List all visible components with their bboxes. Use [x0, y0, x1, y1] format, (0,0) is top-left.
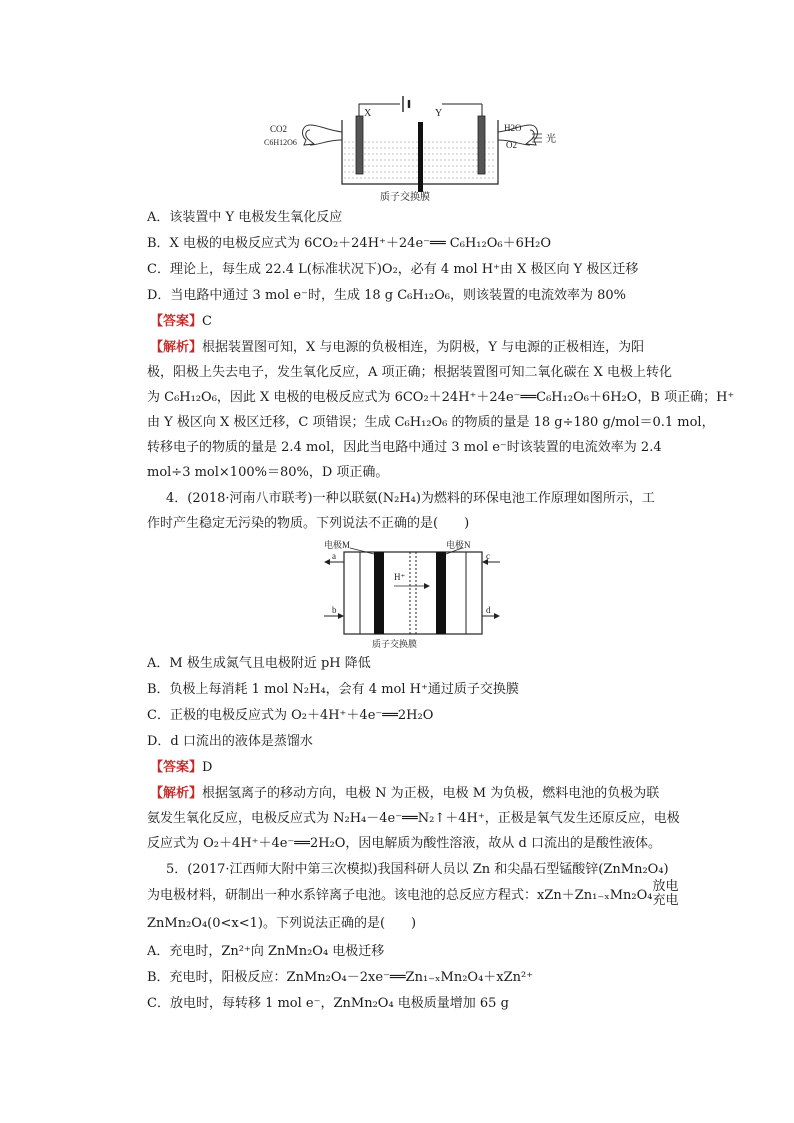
light-label: 光: [546, 134, 556, 145]
q4-analysis-line-1: [150, 784, 659, 804]
electrode-n-label: 电极N: [446, 540, 471, 550]
answer-value: D: [202, 760, 213, 775]
q3-analysis-line-3: 为 C₆H₁₂O₆，因此 X 电极的电极反应式为 6CO₂＋24H⁺＋24e⁻══C₆H₁₂O₆＋6H₂O，B 项正确；H⁺: [147, 390, 735, 405]
q5-option-c: C．放电时，每转移 1 mol e⁻，ZnMn₂O₄ 电极质量增加 65 g: [147, 996, 509, 1011]
electrode-x: [356, 116, 363, 174]
water-label: H2O: [504, 123, 522, 133]
q3-option-b: B．X 电极的电极反应式为 6CO₂＋24H⁺＋24e⁻══ C₆H₁₂O₆＋6H₂O: [147, 236, 552, 251]
answer-tag: 【答案】: [150, 760, 203, 775]
figure-electrolysis-cell: [264, 92, 570, 203]
electrode-m-label: 电极M: [324, 540, 351, 550]
q4-option-a: A．M 极生成氮气且电极附近 pH 降低: [147, 656, 371, 671]
q4-analysis-line-2: 氨发生氧化反应，电极反应式为 N₂H₄－4e⁻══N₂↑＋4H⁺，正极是氧气发生还原反应，电极: [147, 811, 680, 826]
h-plus-label: H⁺: [394, 572, 406, 582]
electrode-y: [478, 116, 485, 174]
electrode-y-label: Y: [435, 108, 443, 119]
q5-option-b: B．充电时，阳极反应：ZnMn₂O₄－2xe⁻══Zn₁₋ₓMn₂O₄＋xZn²⁺: [147, 970, 534, 985]
discharge-label: 放电: [652, 879, 679, 894]
port-b-label: b: [332, 605, 337, 615]
analysis-text: 根据装置图可知，X 与电源的负极相连，为阴极，Y 与电源的正极相连，为阳: [202, 340, 645, 355]
charge-label: 充电: [652, 893, 679, 908]
port-d-label: d: [486, 605, 491, 615]
fuel-cell-diagram: [322, 538, 502, 650]
co2-label: CO2: [270, 124, 288, 134]
q3-analysis-line-6: mol÷3 mol×100%＝80%，D 项正确。: [147, 465, 389, 480]
answer-tag: 【答案】: [150, 314, 203, 329]
q5-option-a: A．充电时，Zn²⁺向 ZnMn₂O₄ 电极迁移: [147, 944, 385, 959]
q3-answer: [150, 312, 212, 332]
figure-fuel-cell: [322, 538, 502, 650]
q3-analysis-line-5: 转移电子的物质的量是 2.4 mol，因此当电路中通过 3 mol e⁻时该装置的电流效率为 2.4: [147, 440, 662, 455]
port-c-label: c: [486, 551, 490, 561]
q5-stem-line-2: [147, 879, 693, 908]
q3-option-d: D．当电路中通过 3 mol e⁻时，生成 18 g C₆H₁₂O₆，则该装置的电流效率为 80%: [147, 288, 627, 303]
electrode-m: [374, 552, 384, 634]
electrode-n: [436, 552, 446, 634]
q4-stem-line-2: 作时产生稳定无污染的物质。下列说法不正确的是( ): [147, 516, 470, 531]
q5-stem-line-3: ZnMn₂O₄(0<x<1)。下列说法正确的是( ): [147, 916, 417, 931]
q3-option-c: C．理论上，每生成 22.4 L(标准状况下)O₂，必有 4 mol H⁺由 X 极区向 Y 极区迁移: [147, 262, 639, 277]
q4-option-c: C．正极的电极反应式为 O₂＋4H⁺＋4e⁻══2H₂O: [147, 708, 434, 723]
q4-answer: [150, 758, 212, 778]
oxygen-label: O2: [506, 140, 517, 150]
q3-analysis-line-2: 极，阳极上失去电子，发生氧化反应，A 项正确；根据装置图可知二氧化碳在 X 电极上转化: [147, 365, 673, 380]
electrolysis-cell-diagram: [264, 92, 570, 203]
reaction-condition: [652, 879, 693, 908]
q4-option-b: B．负极上每消耗 1 mol N₂H₄，会有 4 mol H⁺通过质子交换膜: [147, 682, 519, 697]
q4-option-d: D．d 口流出的液体是蒸馏水: [147, 734, 313, 749]
q4-stem-line-1: 4．(2018·河南八市联考)一种以联氨(N₂H₄)为燃料的环保电池工作原理如图所示，工: [166, 491, 655, 506]
answer-value: C: [202, 314, 212, 329]
q4-analysis-line-3: 反应式为 O₂＋4H⁺＋4e⁻══2H₂O，因电解质为酸性溶液，故从 d 口流出的是酸性液体。: [147, 836, 662, 851]
port-a-label: a: [332, 551, 336, 561]
analysis-text: 根据氢离子的移动方向，电极 N 为正极，电极 M 为负极，燃料电池的负极为联: [202, 786, 660, 801]
membrane-label-2: 质子交换膜: [372, 639, 418, 649]
q5-equation: 为电极材料，研制出一种水系锌离子电池。该电池的总反应方程式：xZn＋Zn₁₋ₓMn₂O₄: [147, 888, 653, 903]
q5-stem-line-1: 5．(2017·江西师大附中第三次模拟)我国科研人员以 Zn 和尖晶石型锰酸锌(ZnMn₂O₄): [166, 862, 669, 877]
q3-option-a: A．该装置中 Y 电极发生氧化反应: [147, 210, 343, 225]
glucose-label: C6H12O6: [264, 138, 297, 147]
analysis-tag: 【解析】: [150, 786, 203, 801]
q3-analysis-line-1: [150, 338, 644, 358]
analysis-tag: 【解析】: [150, 340, 203, 355]
electrode-x-label: X: [364, 108, 372, 119]
q3-analysis-line-4: 由 Y 极区向 X 极区迁移，C 项错误；生成 C₆H₁₂O₆ 的物质的量是 18 g÷180 g/mol＝0.1 mol，: [147, 415, 715, 430]
proton-exchange-membrane: [418, 122, 423, 192]
membrane-label-1: 质子交换膜: [380, 192, 430, 203]
